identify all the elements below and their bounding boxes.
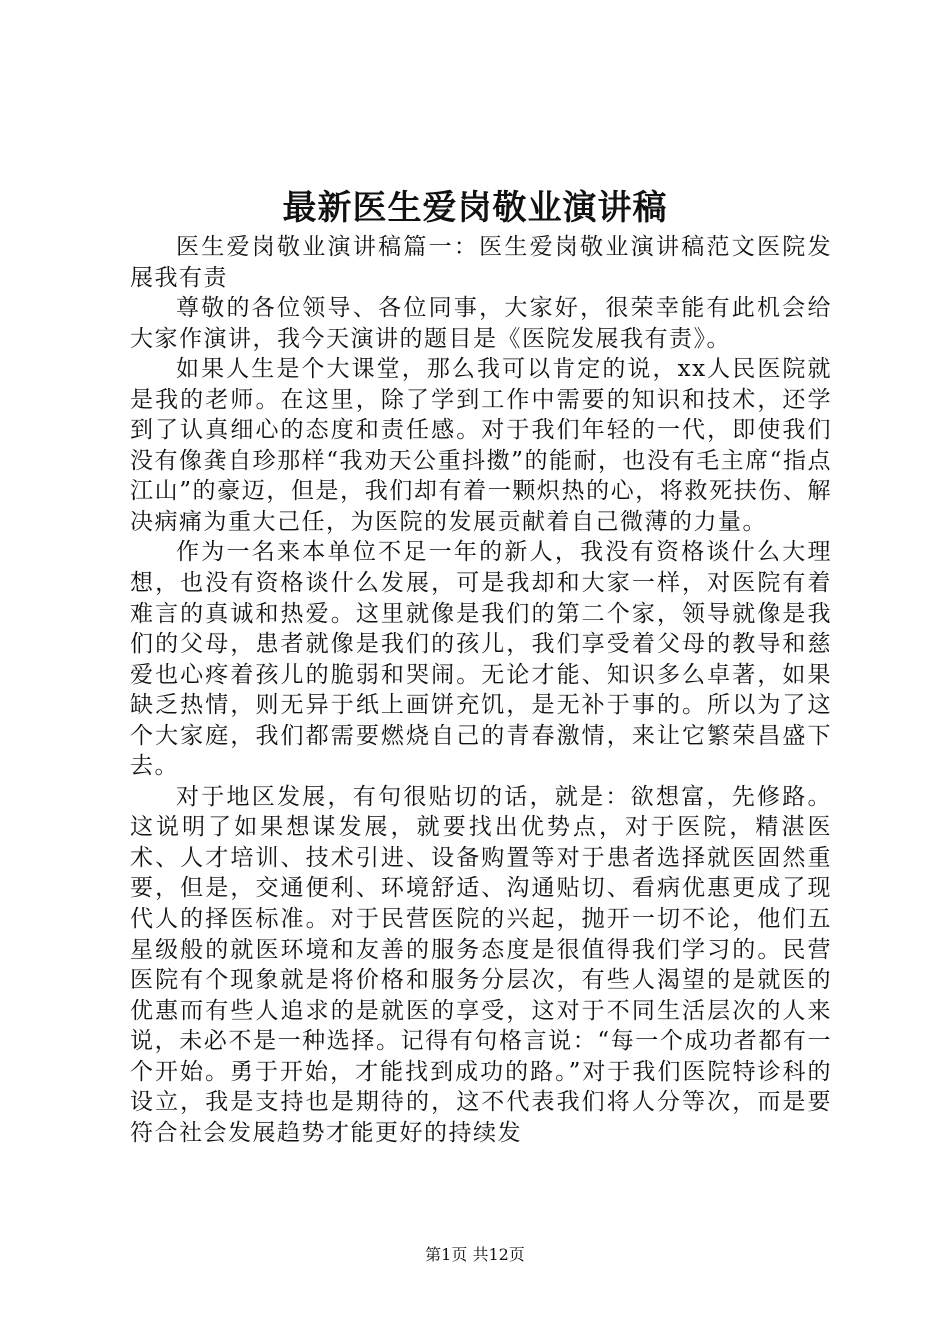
- page-number-footer: 第1页 共12页: [425, 1245, 525, 1264]
- paragraph-teacher: 如果人生是个大课堂，那么我可以肯定的说，xx人民医院就是我的老师。在这里，除了学到工作中需要的知识和技术，还学到了认真细心的态度和责任感。对于我们年轻的一代，即使我们没有像龚自珍那样“我劝天公重抖擞”的能耐，也没有毛主席“指点江山”的豪迈，但是，我们却有着一颗炽热的心，将救死扶伤、解决病痛为重大己任，为医院的发展贡献着自己微薄的力量。: [130, 356, 832, 535]
- paragraph-heading: 医生爱岗敬业演讲稿篇一：医生爱岗敬业演讲稿范文医院发展我有责: [130, 234, 832, 291]
- paragraph-greeting: 尊敬的各位领导、各位同事，大家好，很荣幸能有此机会给大家作演讲，我今天演讲的题目是《医院发展我有责》。: [130, 295, 832, 352]
- paragraph-newcomer: 作为一名来本单位不足一年的新人，我没有资格谈什么大理想，也没有资格谈什么发展，可是我却和大家一样，对医院有着难言的真诚和热爱。这里就像是我们的第二个家，领导就像是我们的父母，患者就像是我们的孩儿，我们享受着父母的教导和慈爱也心疼着孩儿的脆弱和哭闹。无论才能、知识多么卓著，如果缺乏热情，则无异于纸上画饼充饥，是无补于事的。所以为了这个大家庭，我们都需要燃烧自己的青春激情，来让它繁荣昌盛下去。: [130, 539, 832, 780]
- document-body: [130, 232, 832, 1148]
- document-title: 最新医生爱岗敬业演讲稿: [282, 188, 668, 228]
- paragraph-development: 对于地区发展，有句很贴切的话，就是：欲想富，先修路。这说明了如果想谋发展，就要找出优势点，对于医院，精湛医术、人才培训、技术引进、设备购置等对于患者选择就医固然重要，但是，交通便利、环境舒适、沟通贴切、看病优惠更成了现代人的择医标准。对于民营医院的兴起，抛开一切不论，他们五星级般的就医环境和友善的服务态度是很值得我们学习的。民营医院有个现象就是将价格和服务分层次，有些人渴望的是就医的优惠而有些人追求的是就医的享受，这对于不同生活层次的人来说，未必不是一种选择。记得有句格言说：“每一个成功者都有一个开始。勇于开始，才能找到成功的路。”对于我们医院特诊科的设立，我是支持也是期待的，这不代表我们将人分等次，而是要符合社会发展趋势才能更好的持续发: [130, 783, 832, 1146]
